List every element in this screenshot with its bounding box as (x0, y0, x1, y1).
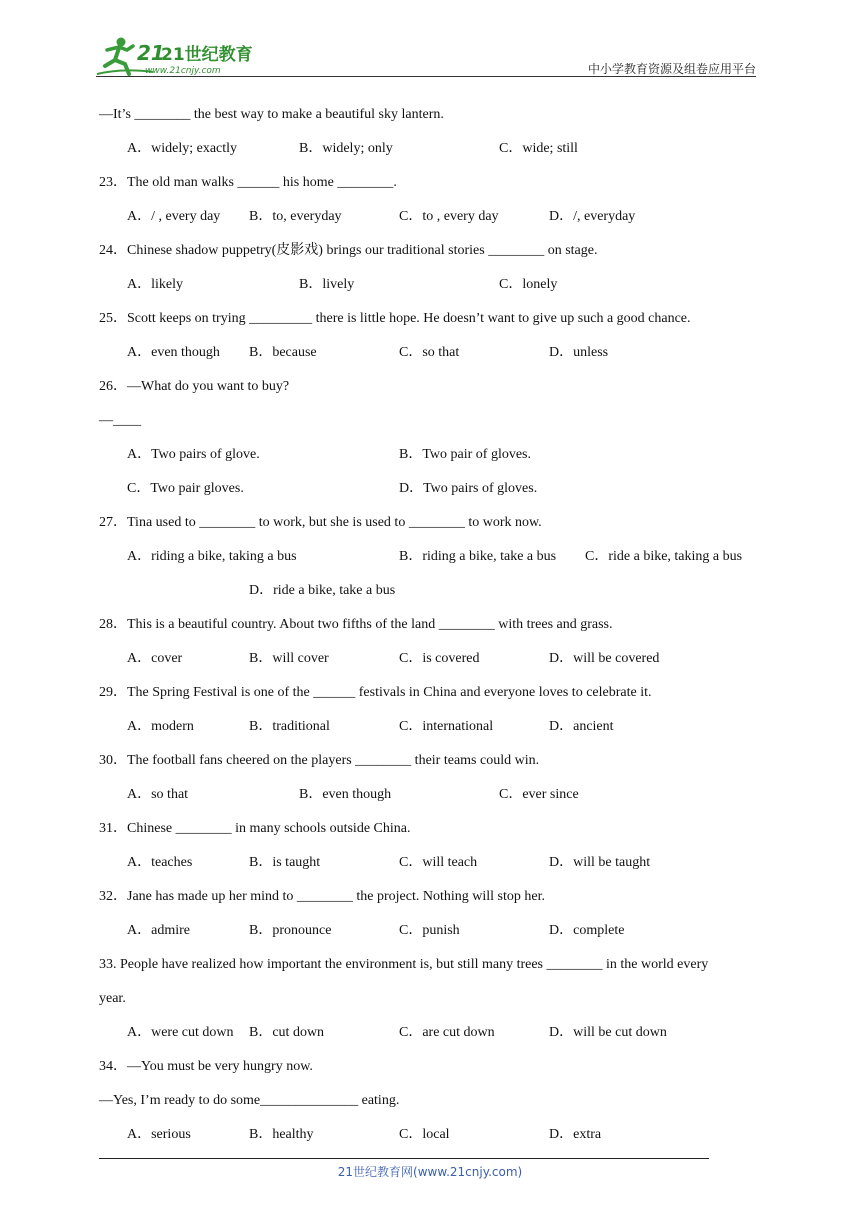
question-text: 24．Chinese shadow puppetry(皮影戏) brings our traditional stories ________ on stage. (99, 243, 598, 258)
answer-option[interactable]: A．Two pairs of glove. (127, 447, 260, 462)
option-row (99, 438, 769, 472)
option-row (99, 132, 769, 166)
answer-option[interactable]: A．likely (127, 277, 183, 292)
answer-option[interactable]: A．widely; exactly (127, 141, 238, 156)
question-list (99, 98, 769, 1152)
answer-option[interactable]: D．extra (549, 1127, 602, 1142)
answer-option[interactable]: C．wide; still (499, 141, 578, 156)
question-text: 28．This is a beautiful country. About two fifths of the land ________ with trees and grass. (99, 617, 613, 632)
question-text: 25．Scott keeps on trying _________ there is little hope. He doesn’t want to give up such a good chance. (99, 311, 691, 326)
answer-option[interactable]: B．will cover (249, 651, 329, 666)
answer-option[interactable]: A．cover (127, 651, 183, 666)
question-text: 27．Tina used to ________ to work, but she is used to ________ to work now. (99, 515, 542, 530)
footer-divider (99, 1158, 709, 1159)
answer-option[interactable]: A．so that (127, 787, 189, 802)
logo-text: 21世纪教育 (161, 45, 253, 65)
answer-option[interactable]: C．are cut down (399, 1025, 495, 1040)
question-text: year. (99, 991, 126, 1006)
option-row (99, 574, 769, 608)
answer-option[interactable]: C．so that (399, 345, 460, 360)
answer-option[interactable]: A．/ , every day (127, 209, 221, 224)
answer-option[interactable]: D．unless (549, 345, 609, 360)
answer-option[interactable]: B．cut down (249, 1025, 325, 1040)
option-row (99, 914, 769, 948)
answer-option[interactable]: B．to, everyday (249, 209, 342, 224)
question-text: —It’s ________ the best way to make a beautiful sky lantern. (99, 107, 444, 122)
answer-option[interactable]: A．riding a bike, taking a bus (127, 549, 297, 564)
question-text: —Yes, I’m ready to do some______________ eating. (99, 1093, 400, 1108)
answer-option[interactable]: D．will be covered (549, 651, 660, 666)
answer-option[interactable]: D．Two pairs of gloves. (399, 481, 538, 496)
answer-option[interactable]: A．serious (127, 1127, 191, 1142)
answer-option[interactable]: C．punish (399, 923, 460, 938)
answer-option[interactable]: A．modern (127, 719, 194, 734)
answer-option[interactable]: B．even though (299, 787, 392, 802)
question-text: 32．Jane has made up her mind to ________ the project. Nothing will stop her. (99, 889, 545, 904)
answer-option[interactable]: B．lively (299, 277, 355, 292)
question-text: 31．Chinese ________ in many schools outside China. (99, 821, 411, 836)
answer-option[interactable]: C．to , every day (399, 209, 499, 224)
svg-text:21: 21 (137, 41, 165, 65)
answer-option[interactable]: A．were cut down (127, 1025, 234, 1040)
answer-option[interactable]: C．international (399, 719, 494, 734)
answer-option[interactable]: C．Two pair gloves. (127, 481, 244, 496)
option-row (99, 472, 769, 506)
answer-option[interactable]: B．because (249, 345, 317, 360)
option-row (99, 200, 769, 234)
option-row (99, 778, 769, 812)
answer-option[interactable]: B．Two pair of gloves. (399, 447, 532, 462)
header-divider (96, 76, 756, 77)
answer-option[interactable]: C．is covered (399, 651, 480, 666)
answer-option[interactable]: D．ancient (549, 719, 614, 734)
answer-option[interactable]: B．riding a bike, take a bus (399, 549, 557, 564)
answer-option[interactable]: C．will teach (399, 855, 478, 870)
option-row (99, 642, 769, 676)
question-text: 30．The football fans cheered on the players ________ their teams could win. (99, 753, 540, 768)
answer-option[interactable]: B．pronounce (249, 923, 332, 938)
answer-option[interactable]: B．healthy (249, 1127, 314, 1142)
option-row (99, 710, 769, 744)
option-row (99, 540, 769, 574)
question-text: 29．The Spring Festival is one of the ______ festivals in China and everyone loves to celebrate it. (99, 685, 652, 700)
page-header (0, 0, 860, 80)
answer-option[interactable]: C．local (399, 1127, 450, 1142)
answer-option[interactable]: D．will be taught (549, 855, 651, 870)
runner-logo-icon (93, 34, 263, 78)
answer-option[interactable]: A．admire (127, 923, 190, 938)
option-row (99, 1016, 769, 1050)
answer-option[interactable]: D．/, everyday (549, 209, 636, 224)
answer-option[interactable]: C．ever since (499, 787, 579, 802)
answer-option[interactable]: A．teaches (127, 855, 193, 870)
answer-option[interactable]: B．is taught (249, 855, 321, 870)
answer-option[interactable]: A．even though (127, 345, 220, 360)
question-text: 23．The old man walks ______ his home ________. (99, 175, 397, 190)
answer-option[interactable]: C．ride a bike, taking a bus (585, 549, 743, 564)
footer-site-link[interactable]: 21世纪教育网(www.21cnjy.com) (337, 1165, 523, 1179)
answer-option[interactable]: D．complete (549, 923, 625, 938)
answer-option[interactable]: C．lonely (499, 277, 558, 292)
answer-option[interactable]: B．traditional (249, 719, 330, 734)
answer-option[interactable]: B．widely; only (299, 141, 393, 156)
question-text: 34．—You must be very hungry now. (99, 1059, 313, 1074)
question-text: 26．—What do you want to buy? (99, 379, 290, 394)
site-logo[interactable] (93, 34, 263, 78)
answer-option[interactable]: D．will be cut down (549, 1025, 667, 1040)
question-text: 33. People have realized how important the environment is, but still many trees ________ in the world every (99, 957, 709, 972)
platform-name: 中小学教育资源及组卷应用平台 (587, 62, 756, 76)
option-row (99, 1118, 769, 1152)
answer-option[interactable]: D．ride a bike, take a bus (249, 583, 396, 598)
option-row (99, 846, 769, 880)
logo-url: www.21cnjy.com (145, 66, 221, 76)
question-text: —____ (99, 413, 141, 428)
option-row (99, 268, 769, 302)
option-row (99, 336, 769, 370)
